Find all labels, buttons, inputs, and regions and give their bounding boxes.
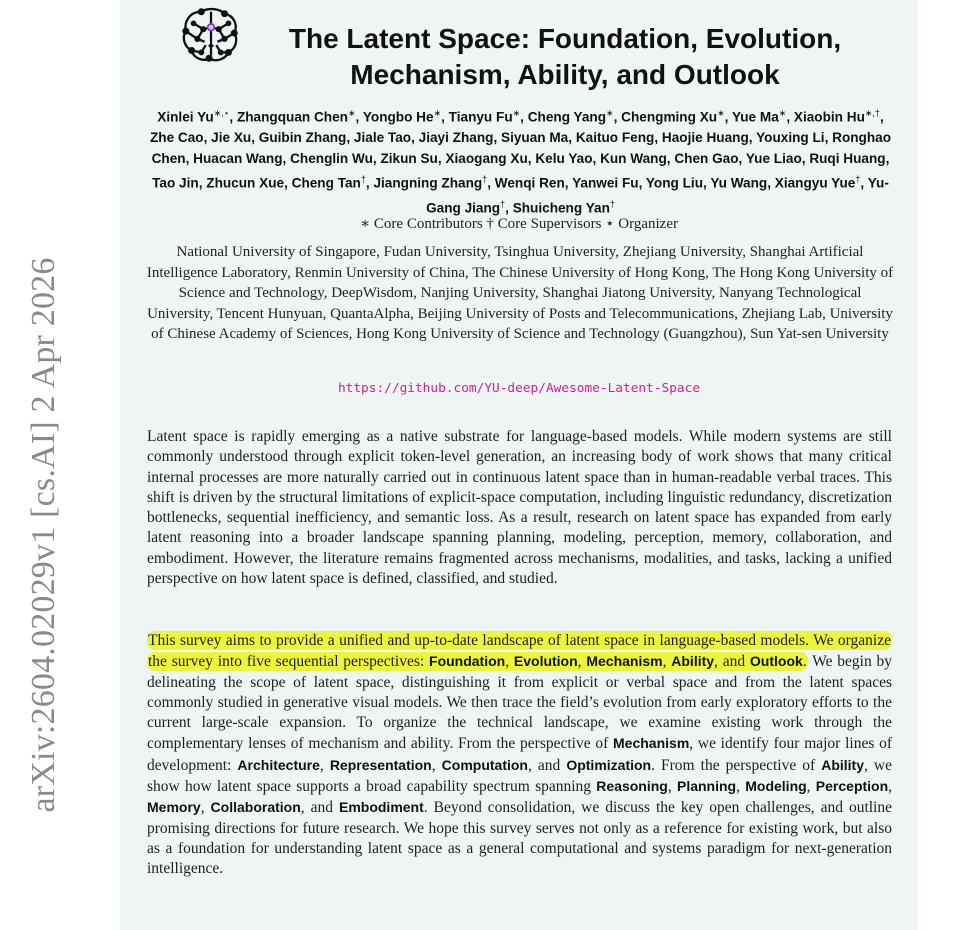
- author-name: Cheng Tan: [291, 175, 361, 191]
- brain-network-logo-icon: [180, 4, 242, 66]
- abstract-paragraph-1: Latent space is rapidly emerging as a native substrate for language-based models. While modern systems are still commonly understood through explicit token-level generation, an increasing body of work shows that many critical internal processes are more naturally carried out in continuous latent space than in human-readable verbal traces. This shift is driven by the structural limitations of explicit-space computation, including linguistic redundancy, discretization bottlenecks, sequential inefficiency, and semantic loss. As a result, research on latent space has expanded from early latent reasoning into a broader landscape spanning planning, modeling, perception, memory, collaboration, and embodiment. However, the literature remains fragmented across mechanisms, modalities, and tasks, lacking a unified perspective on how latent space is defined, classified, and studied.: [147, 428, 892, 588]
- author-name: Jiale Tao: [353, 130, 412, 146]
- author-name: Xiangyu Yue: [774, 175, 856, 191]
- author-name: Chengming Xu: [621, 109, 718, 125]
- author-name: Chenglin Wu: [290, 150, 373, 166]
- comma: ,: [431, 756, 436, 774]
- comma: ,: [714, 653, 718, 671]
- kw-computation: Computation: [441, 756, 528, 773]
- author-mark: ∗: [778, 108, 787, 118]
- kw-foundation: Foundation: [429, 653, 506, 670]
- abstract-text-4: . From the perspective of: [651, 756, 822, 774]
- kw-ability-2: Ability: [821, 756, 864, 773]
- author-name: Yanwei Fu: [572, 175, 639, 191]
- author-mark: †: [855, 174, 861, 185]
- paper-title: The Latent Space: Foundation, Evolution, Mechanism, Ability, and Outlook: [288, 23, 842, 90]
- comma: ,: [319, 756, 324, 774]
- kw-planning: Planning: [676, 778, 737, 795]
- kw-mechanism: Mechanism: [586, 653, 663, 670]
- arxiv-side-identifier: [4, 250, 84, 820]
- author-name: Kelu Yao: [535, 150, 593, 166]
- kw-mechanism-2: Mechanism: [613, 735, 690, 752]
- author-mark: ∗,†: [864, 108, 880, 118]
- author-mark: ∗: [606, 108, 614, 118]
- comma: ,: [888, 778, 893, 796]
- author-name: Haojie Huang: [661, 130, 749, 146]
- author-name: Wenqi Ren: [494, 175, 565, 191]
- abstract-paragraph-2: [147, 631, 892, 880]
- author-name: Jiayi Zhang: [418, 130, 494, 146]
- author-name: Zhucun Xue: [206, 175, 285, 191]
- kw-outlook: Outlook: [749, 653, 803, 670]
- abstract-text-3: , and: [527, 756, 567, 774]
- comma: ,: [806, 778, 811, 796]
- author-name: Zhe Cao: [149, 130, 204, 146]
- comma: ,: [736, 778, 740, 796]
- author-name: Ronghao Chen: [151, 130, 892, 166]
- author-mark: ∗: [717, 108, 725, 118]
- abstract-text-5: , we show how latent space supports a broad capability spectrum spanning: [147, 756, 892, 796]
- author-name: Siyuan Ma: [501, 130, 569, 146]
- author-name: Guibin Zhang: [258, 130, 347, 146]
- kw-representation: Representation: [329, 756, 432, 773]
- highlighted-text: [147, 631, 892, 671]
- author-name: Kaituo Feng: [575, 130, 655, 146]
- kw-collaboration: Collaboration: [210, 799, 301, 816]
- author-name: Tianyu Fu: [448, 109, 513, 125]
- author-mark: †: [482, 174, 488, 185]
- author-name: Kun Wang: [600, 150, 667, 166]
- kw-architecture: Architecture: [237, 756, 320, 773]
- author-name: Yu Wang: [710, 175, 768, 191]
- affiliations: National University of Singapore, Fudan University, Tsinghua University, Zhejiang University, Shanghai Artificial Intelligence Laboratory, Renmin University of China, The Chinese University of Hong Kong, The Hong Kong University of Science and Technology, DeepWisdom, Nanjing University, Shanghai Jiatong University, Nanyang Technological University, Tencent Hunyuan, QuantaAlpha, Beijing University of Posts and Telecommunications, Zhejiang Lab, University of Chinese Academy of Sciences, Hong Kong University of Science and Technology (Guangzhou), Sun Yat-sen University: [146, 244, 894, 342]
- author-name: Yu-Gang Jiang: [426, 175, 889, 216]
- comma: ,: [667, 778, 672, 796]
- arxiv-id-text: arXiv:2604.02029v1 [cs.AI] 2 Apr 2026: [25, 257, 62, 813]
- kw-modeling: Modeling: [745, 778, 807, 795]
- author-name: Yue Liao: [745, 150, 802, 166]
- author-mark: ∗,⋆: [213, 108, 230, 118]
- kw-evolution: Evolution: [513, 653, 578, 670]
- author-name: Cheng Yang: [527, 109, 607, 125]
- author-name: Jie Xu: [211, 130, 252, 146]
- author-name: Chen Gao: [674, 150, 739, 166]
- author-name: Yue Ma: [731, 109, 779, 125]
- author-mark: ∗: [347, 108, 356, 118]
- period: .: [802, 653, 807, 671]
- author-mark: †: [360, 174, 366, 185]
- title-block: [180, 4, 870, 96]
- comma: ,: [200, 799, 205, 817]
- highlight-lead: This survey aims to provide a unified and up-to-date landscape of latent space in language-based models. We organize the survey into five sequential perspectives:: [148, 632, 891, 671]
- author-name: Xiaobin Hu: [793, 109, 865, 125]
- kw-memory: Memory: [147, 799, 201, 816]
- abstract-text-1: We begin by delineating the scope of latent space, distinguishing it from explicit or verbal space and from the latent spaces commonly studied in generative visual models. We then trace the field’s evolution from early exploratory efforts to the current large-scale expansion. To organize the technical landscape, we examine existing work through the complementary lenses of mechanism and ability. From the perspective of: [147, 653, 892, 753]
- author-mark: †: [609, 199, 615, 210]
- kw-embodiment: Embodiment: [338, 799, 424, 816]
- kw-ability: Ability: [671, 653, 715, 670]
- author-mark: ∗: [512, 108, 521, 118]
- author-mark: ∗: [433, 108, 442, 118]
- author-name: Yongbo He: [362, 109, 434, 125]
- author-list: Xinlei Yu∗,⋆, Zhangquan Chen∗, Yongbo He∗, Tianyu Fu∗, Cheng Yang∗, Chengming Xu∗, Yue Ma∗, Xiaobin Hu∗,†, Zhe Cao, Jie Xu, Guibin Zhang, Jiale Tao, Jiayi Zhang, Siyuan Ma, Kaituo Feng, Haojie Huang, Youxing Li, Ronghao Chen, Huacan Wang, Chenglin Wu, Zikun Su, Xiaogang Xu, Kelu Yao, Kun Wang, Chen Gao, Yue Liao, Ruqi Huang, Tao Jin, Zhucun Xue, Cheng Tan†, Jiangning Zhang†, Wenqi Ren, Yanwei Fu, Yong Liu, Yu Wang, Xiangyu Yue†, Yu-Gang Jiang†, Shuicheng Yan†: [149, 108, 892, 216]
- author-name: Xiaogang Xu: [445, 150, 528, 166]
- kw-perception: Perception: [815, 778, 889, 795]
- comma: ,: [505, 653, 510, 671]
- author-name: Xinlei Yu: [157, 109, 214, 125]
- author-name: Zikun Su: [380, 150, 438, 166]
- author-name: Tao Jin: [152, 175, 199, 191]
- author-name: Youxing Li: [756, 130, 825, 146]
- author-name: Jiangning Zhang: [373, 175, 483, 191]
- author-name: Yong Liu: [645, 175, 704, 191]
- comma: ,: [577, 653, 582, 671]
- author-mark: †: [500, 199, 506, 210]
- abstract-text-6: , and: [300, 799, 339, 817]
- abstract-text-7: . Beyond consolidation, we discuss the key open challenges, and outline promising directions for future research. We hope this survey serves not only as a reference for existing work, but also as a foundation for understanding latent space as a general computational and systems paradigm for next-generation intelligence.: [147, 799, 892, 878]
- author-name: Huacan Wang: [193, 150, 283, 166]
- kw-reasoning: Reasoning: [596, 778, 668, 795]
- github-link[interactable]: https://github.com/YU-deep/Awesome-Latent-Space: [337, 381, 701, 396]
- kw-optimization: Optimization: [566, 756, 652, 773]
- and-word: and: [722, 653, 746, 671]
- comma: ,: [662, 653, 667, 671]
- paper-first-page: [120, 0, 918, 930]
- contribution-roles: ∗ Core Contributors † Core Supervisors ⋆ Organizer: [359, 216, 678, 232]
- author-name: Ruqi Huang: [809, 150, 886, 166]
- author-name: Shuicheng Yan: [512, 200, 610, 216]
- author-name: Zhangquan Chen: [236, 109, 348, 125]
- abstract-text-2: , we identify four major lines of development:: [147, 735, 892, 774]
